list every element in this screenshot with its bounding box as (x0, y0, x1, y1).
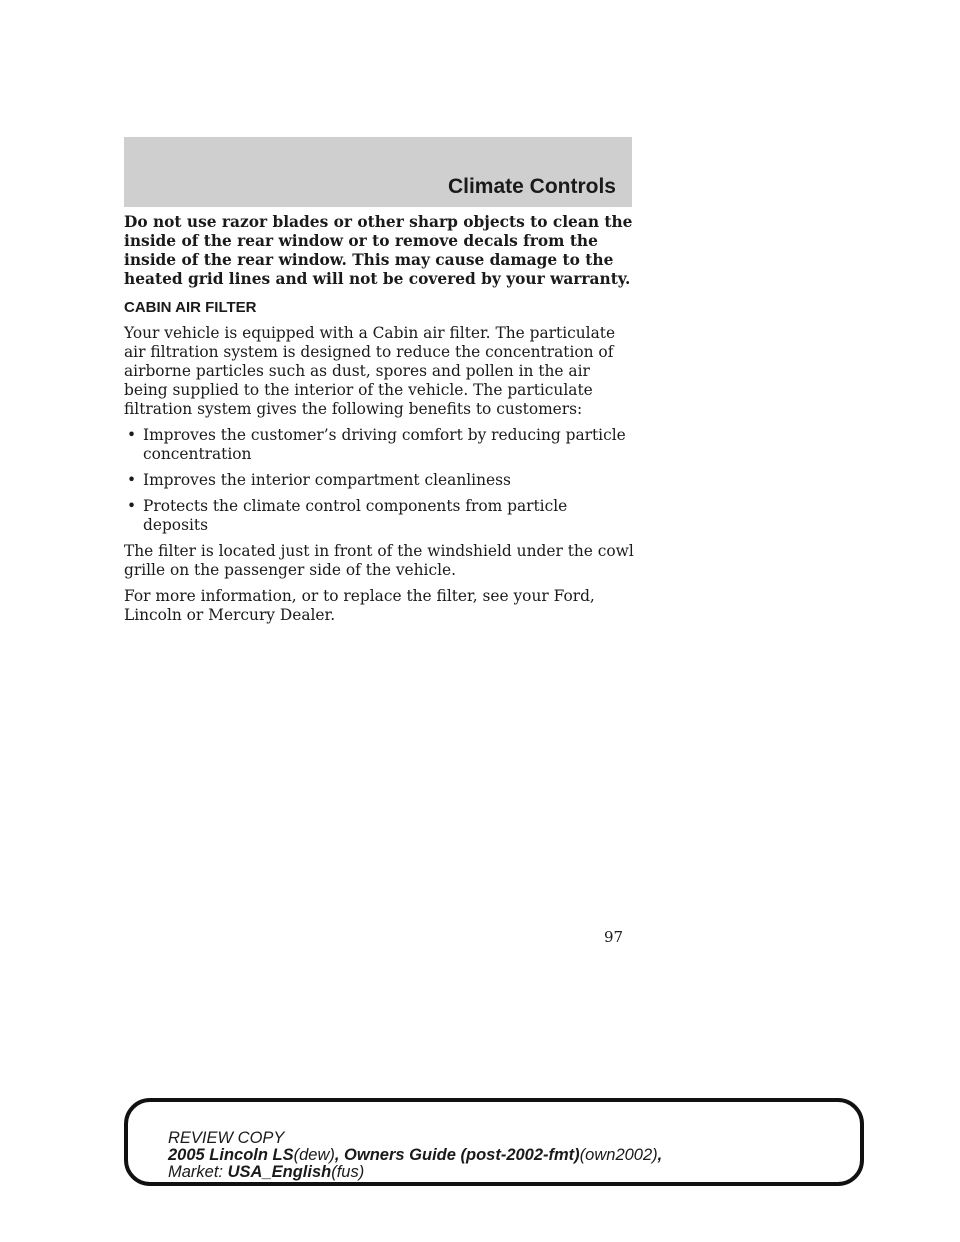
list-item (124, 497, 636, 535)
footer-text (168, 1130, 662, 1181)
page-content (124, 213, 636, 632)
section-heading-cabin-air-filter: CABIN AIR FILTER (124, 299, 257, 316)
footer-model-line (168, 1147, 662, 1164)
bullet-icon: • (127, 497, 137, 515)
footer-review-copy: REVIEW COPY (168, 1129, 285, 1147)
section-header-band (124, 137, 632, 207)
intro-paragraph: Your vehicle is equipped with a Cabin air filter. The particulate air filtration system is designed to reduce the concentration of airborne particles such as dust, spores and pollen in the air being supplied to the interior of the vehicle. The particulate filtration system gives the following benefits to customers: (124, 324, 616, 418)
footer-comma: , (657, 1146, 663, 1164)
footer-guide-code: (own2002) (579, 1146, 658, 1164)
section-title: Climate Controls (447, 175, 616, 198)
bullet-icon: • (127, 426, 137, 444)
footer-market-label: Market: (168, 1163, 228, 1181)
list-item-text: Improves the customer’s driving comfort by reducing particle concentration (143, 426, 626, 463)
benefits-list (124, 426, 636, 535)
footer-market: USA_English (227, 1163, 332, 1181)
page-number: 97 (604, 928, 624, 946)
filter-location-paragraph: The filter is located just in front of the windshield under the cowl grille on the passenger side of the vehicle. (124, 542, 634, 579)
bullet-icon: • (127, 471, 137, 489)
list-item (124, 426, 636, 464)
list-item-text: Protects the climate control components from particle deposits (143, 497, 568, 534)
review-copy-footer (124, 1098, 864, 1186)
more-info-paragraph: For more information, or to replace the filter, see your Ford, Lincoln or Mercury Dealer. (124, 587, 595, 624)
warning-paragraph: Do not use razor blades or other sharp objects to clean the inside of the rear window or to remove decals from the inside of the rear window. This may cause damage to the heated grid lines and will not be covered by your warranty. (124, 213, 633, 288)
footer-model: 2005 Lincoln LS (168, 1146, 294, 1164)
footer-guide: , Owners Guide (post-2002-fmt) (334, 1146, 580, 1164)
footer-market-line (168, 1164, 662, 1181)
footer-model-code: (dew) (293, 1146, 335, 1164)
footer-market-code: (fus) (331, 1163, 365, 1181)
list-item (124, 471, 636, 490)
list-item-text: Improves the interior compartment cleanliness (143, 471, 511, 489)
